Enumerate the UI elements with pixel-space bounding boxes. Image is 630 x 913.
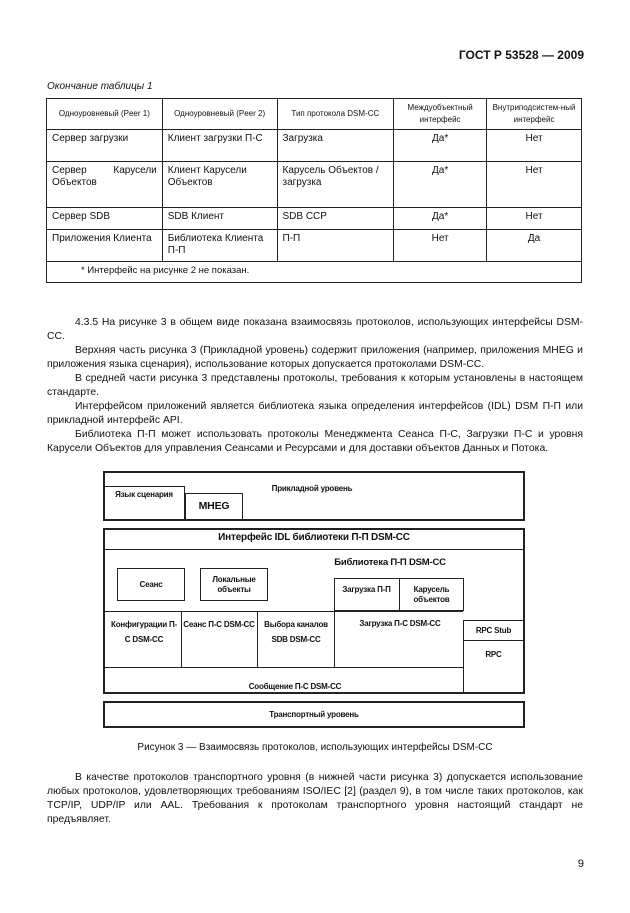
table-cell: Карусель Объектов / загрузка [277,162,394,208]
column-header: Тип протокола DSM-CC [277,99,394,130]
download-uu-label: Загрузка П-П [342,585,391,594]
column-header: Внутриподсистем-ный интерфейс [487,99,582,130]
transport-level-label: Транспортный уровень [269,710,359,719]
paragraph: В средней части рисунка 3 представлены протоколы, требования к которым установлены в настоящем стандарте. [47,373,583,398]
table-cell: Сервер Карусели Объектов [47,162,163,208]
object-carousel-label: Карусель объектов [413,585,450,604]
table-cell: Клиент загрузки П-С [162,130,277,162]
divider [257,611,258,667]
table-footnote-row [47,262,582,283]
rpc-top-line [463,620,524,621]
protocol-table [46,98,582,283]
table-row [47,162,582,208]
table-cell: Нет [487,162,582,208]
paragraph: Верхняя часть рисунка 3 (Прикладной уровень) содержит приложения (например, приложения MHEG и приложения языка сценария), использование которых допускается протоколами DSM-CC. [47,345,583,370]
table-caption: Окончание таблицы 1 [47,81,153,92]
table-row [47,130,582,162]
bottom-text [47,771,583,827]
un-message-line [104,667,463,668]
session-label: Сеанс [139,580,163,589]
rpc-label: RPC [485,650,502,659]
config-un-label: Конфигурации П-С DSM-CC [111,620,177,644]
table-cell: Библиотека Клиента П-П [162,230,277,262]
table-cell: SDB CCP [277,208,394,230]
table-cell: Нет [487,208,582,230]
script-language-label: Язык сценария [115,490,173,499]
table-row [47,230,582,262]
table-cell: Да* [394,208,487,230]
application-level-label: Прикладной уровень [271,484,353,493]
column-header: Междуобъектный интерфейс [394,99,487,130]
table-row [47,208,582,230]
figure-caption: Рисунок 3 — Взаимосвязь протоколов, использующих интерфейсы DSM-CC [137,742,493,753]
uu-library-label: Библиотека П-П DSM-CC [334,557,446,568]
table-cell: Сервер загрузки [47,130,163,162]
idl-interface-label: Интерфейс IDL библиотеки П-П DSM-CC [218,532,410,543]
rpc-stub-label: RPC Stub [475,626,512,635]
paragraph: Библиотека П-П может использовать протоколы Менеджмента Сеанса П-С, Загрузки П-С и уровня Карусели Объектов для управления Сеансами и Ресурсами и для доставки объектов Данных и Потока. [47,429,583,454]
table-header-row [47,99,582,130]
column-header: Одноуровневый (Peer 1) [47,99,163,130]
page-number: 9 [577,858,584,870]
column-header: Одноуровневый (Peer 2) [162,99,277,130]
divider [181,611,182,667]
table-cell: П-П [277,230,394,262]
download-un-label: Загрузка П-С DSM-CC [359,619,441,628]
table-cell: Да [487,230,582,262]
session-un-label: Сеанс П-С DSM-CC [183,620,255,629]
body-text [47,316,583,456]
table-footnote: * Интерфейс на рисунке 2 не показан. [47,262,582,283]
paragraph: В качестве протоколов транспортного уровня (в нижней части рисунка 3) допускается использование любых протоколов, удовлетворяющих требованиям ISO/IEC [2] (раздел 9), в том числе таких протоколов, как TCP/IP, UDP/IP или AAL. Требования к протоколам транспортного уровня настоящий стандарт не предъявляет. [47,772,583,825]
table-cell: Нет [487,130,582,162]
table-cell: Да* [394,162,487,208]
divider [334,611,335,667]
table-cell: Сервер SDB [47,208,163,230]
mheg-label: MHEG [198,500,230,512]
paragraph: 4.3.5 На рисунке 3 в общем виде показана взаимосвязь протоколов, использующих интерфейсы DSM-CC. [47,317,583,342]
rpc-mid-line [463,640,524,641]
local-objects-label: Локальные объекты [212,575,256,594]
table-cell: Клиент Карусели Объектов [162,162,277,208]
document-header: ГОСТ Р 53528 — 2009 [458,48,584,62]
un-message-label: Сообщение П-С DSM-CC [248,682,342,691]
paragraph: Интерфейсом приложений является библиотека языка определения интерфейсов (IDL) DSM П-П или прикладной интерфейс API. [47,401,583,426]
table-cell: SDB Клиент [162,208,277,230]
table-cell: Нет [394,230,487,262]
sdb-select-label: Выбора каналов SDB DSM-CC [264,620,328,644]
table-cell: Да* [394,130,487,162]
table-cell: Загрузка [277,130,394,162]
table-cell: Приложения Клиента [47,230,163,262]
